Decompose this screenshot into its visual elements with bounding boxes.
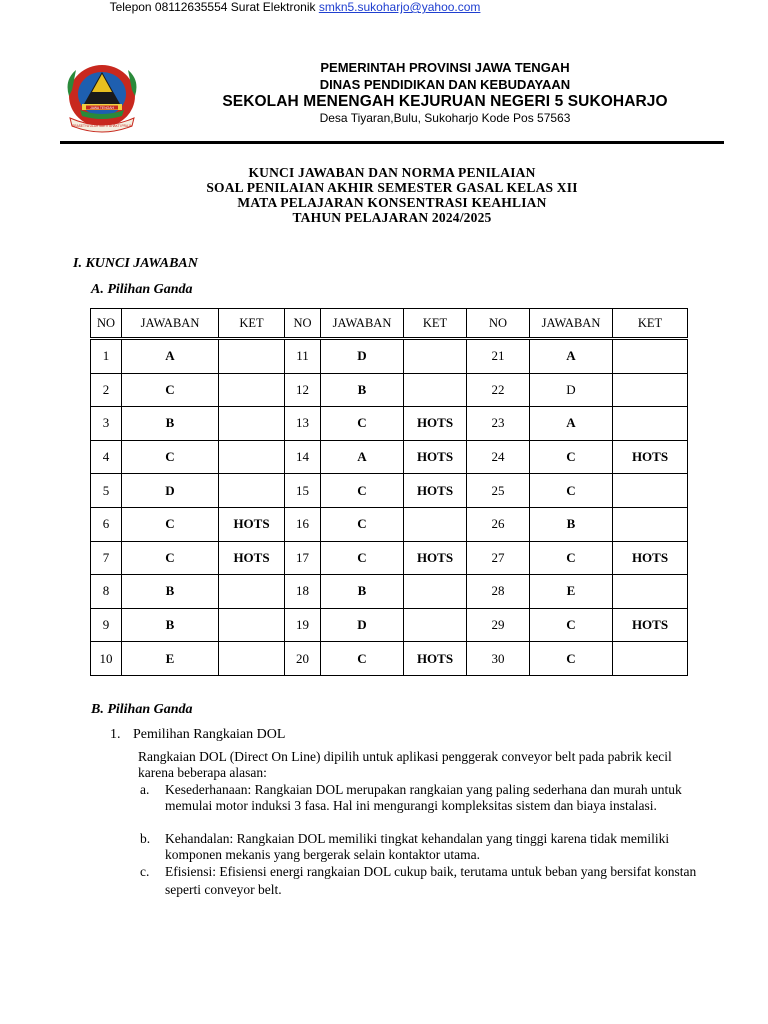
province-logo bbox=[62, 60, 142, 136]
cell-ket: HOTS bbox=[404, 440, 467, 474]
cell-number: 6 bbox=[91, 507, 122, 541]
cell-number: 27 bbox=[467, 541, 530, 575]
cell-number: 4 bbox=[91, 440, 122, 474]
answer-key-table bbox=[90, 308, 688, 676]
cell-ket bbox=[219, 373, 285, 407]
cell-number: 30 bbox=[467, 642, 530, 676]
cell-number: 17 bbox=[285, 541, 321, 575]
subsection-b-heading: B. Pilihan Ganda bbox=[91, 702, 193, 717]
cell-number: 7 bbox=[91, 541, 122, 575]
cell-answer: C bbox=[321, 507, 404, 541]
column-header: NO bbox=[285, 309, 321, 339]
cell-number: 22 bbox=[467, 373, 530, 407]
column-header: KET bbox=[613, 309, 688, 339]
cell-answer: D bbox=[530, 373, 613, 407]
cell-answer: C bbox=[321, 642, 404, 676]
point-text: Efisiensi: Efisiensi energi rangkaian DOL cukup baik, terutama untuk beban yang bersifat konstan seperti conveyor belt. bbox=[165, 864, 697, 897]
header-department: DINAS PENDIDIKAN DAN KEBUDAYAAN bbox=[319, 77, 571, 92]
column-header: JAWABAN bbox=[321, 309, 404, 339]
column-header: KET bbox=[219, 309, 285, 339]
cell-answer: C bbox=[530, 642, 613, 676]
cell-answer: C bbox=[321, 541, 404, 575]
cell-answer: A bbox=[321, 440, 404, 474]
doc-title-line4: TAHUN PELAJARAN 2024/2025 bbox=[292, 210, 492, 225]
item-number: 1. bbox=[110, 727, 121, 742]
cell-ket bbox=[219, 474, 285, 508]
cell-ket bbox=[404, 507, 467, 541]
cell-number: 12 bbox=[285, 373, 321, 407]
table-row bbox=[91, 373, 688, 407]
cell-ket bbox=[219, 642, 285, 676]
table-row bbox=[91, 407, 688, 441]
column-header: NO bbox=[467, 309, 530, 339]
table-row bbox=[91, 575, 688, 609]
point-text: Kesederhanaan: Rangkaian DOL merupakan rangkaian yang paling sederhana dan murah untuk memulai motor induksi 3 fasa. Hal ini mengurangi kompleksitas sistem dan biaya instalasi. bbox=[165, 782, 682, 813]
cell-answer: D bbox=[122, 474, 219, 508]
cell-answer: D bbox=[321, 608, 404, 642]
point-label: b. bbox=[140, 831, 151, 846]
table-row bbox=[91, 541, 688, 575]
cell-ket: HOTS bbox=[219, 507, 285, 541]
cell-number: 16 bbox=[285, 507, 321, 541]
cell-answer: C bbox=[530, 440, 613, 474]
header-school-name: SEKOLAH MENENGAH KEJURUAN NEGERI 5 SUKOHARJO bbox=[222, 93, 668, 110]
cell-number: 24 bbox=[467, 440, 530, 474]
cell-number: 13 bbox=[285, 407, 321, 441]
cell-answer: D bbox=[321, 339, 404, 374]
list-item bbox=[140, 782, 712, 814]
paragraph-intro: Rangkaian DOL (Direct On Line) dipilih untuk aplikasi penggerak conveyor belt pada pabrik kecil karena beberapa alasan: bbox=[138, 749, 672, 780]
cell-ket bbox=[404, 608, 467, 642]
cell-ket bbox=[613, 339, 688, 374]
table-row bbox=[91, 440, 688, 474]
cell-ket bbox=[404, 339, 467, 374]
cell-answer: C bbox=[122, 440, 219, 474]
cell-answer: B bbox=[122, 407, 219, 441]
table-row bbox=[91, 474, 688, 508]
cell-answer: C bbox=[321, 474, 404, 508]
cell-number: 1 bbox=[91, 339, 122, 374]
cell-answer: A bbox=[530, 339, 613, 374]
table-row bbox=[91, 507, 688, 541]
cell-number: 28 bbox=[467, 575, 530, 609]
cell-ket: HOTS bbox=[613, 440, 688, 474]
cell-ket bbox=[219, 440, 285, 474]
contact-phone: Telepon 08112635554 Surat Elektronik bbox=[109, 0, 319, 14]
item-title: Pemilihan Rangkaian DOL bbox=[133, 727, 286, 742]
cell-number: 21 bbox=[467, 339, 530, 374]
cell-answer: E bbox=[530, 575, 613, 609]
point-label: a. bbox=[140, 782, 150, 797]
cell-ket bbox=[219, 608, 285, 642]
cell-ket: HOTS bbox=[404, 474, 467, 508]
cell-number: 23 bbox=[467, 407, 530, 441]
cell-answer: C bbox=[530, 608, 613, 642]
cell-number: 20 bbox=[285, 642, 321, 676]
point-text: Kehandalan: Rangkaian DOL memiliki tingkat kehandalan yang tinggi karena tidak memiliki komponen mekanis yang bergerak selain kontaktor utama. bbox=[165, 831, 670, 862]
cell-ket bbox=[219, 339, 285, 374]
section-heading-kunci: I. KUNCI JAWABAN bbox=[73, 256, 198, 271]
doc-title-line1: KUNCI JAWABAN DAN NORMA PENILAIAN bbox=[248, 165, 536, 180]
cell-number: 29 bbox=[467, 608, 530, 642]
cell-answer: C bbox=[321, 407, 404, 441]
cell-ket: HOTS bbox=[404, 407, 467, 441]
column-header: NO bbox=[91, 309, 122, 339]
cell-answer: B bbox=[321, 575, 404, 609]
header-contact bbox=[0, 0, 590, 14]
cell-ket: HOTS bbox=[404, 541, 467, 575]
email-link[interactable]: smkn5.sukoharjo@yahoo.com bbox=[318, 0, 481, 14]
table-header-row bbox=[91, 309, 688, 339]
table-row bbox=[91, 642, 688, 676]
cell-number: 8 bbox=[91, 575, 122, 609]
cell-number: 25 bbox=[467, 474, 530, 508]
cell-ket bbox=[219, 575, 285, 609]
cell-answer: C bbox=[122, 507, 219, 541]
cell-ket: HOTS bbox=[613, 541, 688, 575]
cell-answer: B bbox=[122, 608, 219, 642]
list-item bbox=[140, 831, 712, 863]
cell-number: 18 bbox=[285, 575, 321, 609]
table-row bbox=[91, 339, 688, 374]
cell-answer: A bbox=[122, 339, 219, 374]
logo-text: JAWA TENGAH bbox=[90, 105, 114, 110]
column-header: JAWABAN bbox=[122, 309, 219, 339]
cell-answer: B bbox=[530, 507, 613, 541]
cell-answer: B bbox=[122, 575, 219, 609]
cell-number: 15 bbox=[285, 474, 321, 508]
list-item bbox=[110, 727, 285, 743]
cell-ket: HOTS bbox=[404, 642, 467, 676]
subsection-a-heading: A. Pilihan Ganda bbox=[91, 282, 193, 297]
header-divider bbox=[60, 141, 724, 144]
cell-number: 14 bbox=[285, 440, 321, 474]
doc-title-line3: MATA PELAJARAN KONSENTRASI KEAHLIAN bbox=[237, 195, 547, 210]
doc-title-line2: SOAL PENILAIAN AKHIR SEMESTER GASAL KELAS XII bbox=[206, 180, 578, 195]
cell-answer: C bbox=[530, 474, 613, 508]
cell-ket bbox=[404, 373, 467, 407]
logo-motto: PRASETYA ULAH SAKTI BHAKTI PRAJA bbox=[72, 124, 132, 128]
cell-answer: B bbox=[321, 373, 404, 407]
cell-ket: HOTS bbox=[613, 608, 688, 642]
column-header: JAWABAN bbox=[530, 309, 613, 339]
list-item bbox=[140, 863, 712, 899]
cell-ket bbox=[613, 373, 688, 407]
cell-number: 10 bbox=[91, 642, 122, 676]
cell-ket bbox=[613, 507, 688, 541]
table-row bbox=[91, 608, 688, 642]
cell-answer: C bbox=[122, 541, 219, 575]
cell-answer: A bbox=[530, 407, 613, 441]
point-label: c. bbox=[140, 864, 150, 879]
cell-ket bbox=[219, 407, 285, 441]
cell-number: 5 bbox=[91, 474, 122, 508]
cell-answer: C bbox=[122, 373, 219, 407]
cell-answer: E bbox=[122, 642, 219, 676]
cell-ket bbox=[404, 575, 467, 609]
cell-ket bbox=[613, 575, 688, 609]
column-header: KET bbox=[404, 309, 467, 339]
cell-ket: HOTS bbox=[219, 541, 285, 575]
cell-number: 26 bbox=[467, 507, 530, 541]
cell-number: 11 bbox=[285, 339, 321, 374]
cell-ket bbox=[613, 642, 688, 676]
cell-number: 9 bbox=[91, 608, 122, 642]
cell-number: 3 bbox=[91, 407, 122, 441]
cell-ket bbox=[613, 407, 688, 441]
header-address: Desa Tiyaran,Bulu, Sukoharjo Kode Pos 57563 bbox=[319, 111, 571, 125]
cell-number: 2 bbox=[91, 373, 122, 407]
cell-answer: C bbox=[530, 541, 613, 575]
cell-number: 19 bbox=[285, 608, 321, 642]
header-government: PEMERINTAH PROVINSI JAWA TENGAH bbox=[320, 60, 570, 75]
cell-ket bbox=[613, 474, 688, 508]
